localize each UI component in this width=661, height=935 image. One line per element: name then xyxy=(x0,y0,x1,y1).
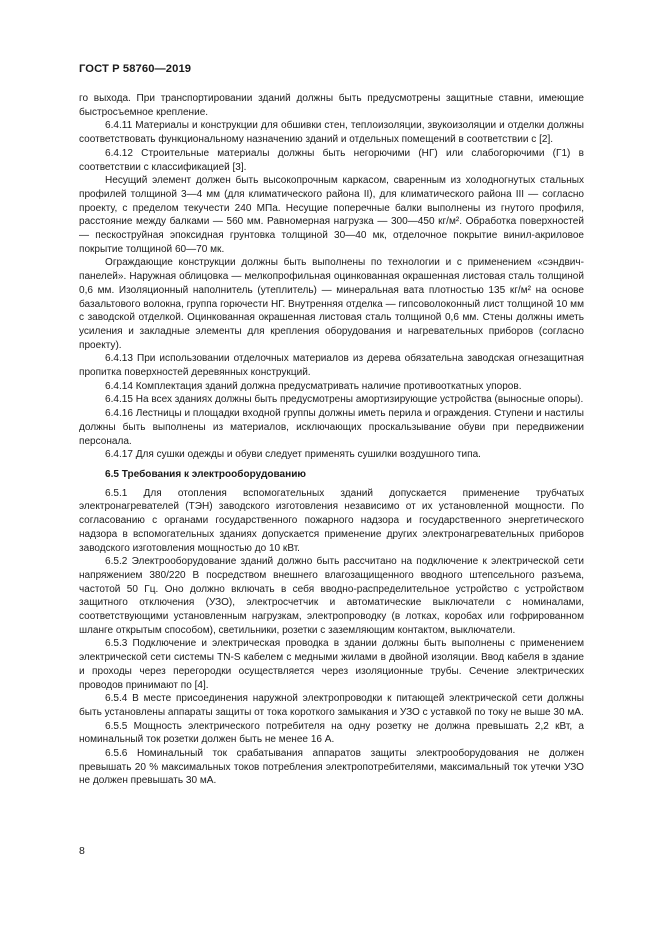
paragraph: го выхода. При транспортировании зданий должны быть предусмотрены защитные ставни, имеющие быстросъемное крепление. xyxy=(79,93,584,118)
paragraph-6-4-11: 6.4.11 Материалы и конструкции для обшивки стен, теплоизоляции, звукоизоляции и отделки должны соответствовать функциональному назначению зданий и отдельных помещений в соответствии с [2]. xyxy=(79,120,584,146)
paragraph-6-5-1: 6.5.1 Для отопления вспомогательных зданий допускается применение трубчатых электронагревателей (ТЭН) заводского изготовления независимо от их установленной мощности. По согласованию с органами государственного пожарного надзора и государственного энергетического надзора в вспомогательных зданиях допускается применение других электронагревательных приборов заводского изготовления мощностью до 10 кВт. xyxy=(79,487,584,554)
paragraph: Ограждающие конструкции должны быть выполнены по технологии и с применением «сэндвич-панелей». Наружная облицовка — мелкопрофильная оцинкованная окрашенная листовая сталь толщиной 0,6 мм. Изоляционный наполнитель (утеплитель) — минеральная вата плотностью 135 кг/м² на основе базальтового волокна, группа горючести НГ. Внутренняя отделка — гипсоволоконный лист толщиной 10 мм с заводской отделкой. Оцинкованная окрашенная листовая сталь толщиной 0,6 мм. Стены должны иметь усиления и закладные элементы для крепления оборудования и нагревательных приборов (согласно проекту). xyxy=(79,257,584,351)
section-heading: 6.5 Требования к электрооборудованию xyxy=(105,468,306,480)
paragraph-6-5-4: 6.5.4 В месте присоединения наружной электропроводки к питающей электрической сети должны быть установлены аппараты защиты от тока короткого замыкания и УЗО с уставкой по току не выше 30 мА. xyxy=(79,693,584,718)
page-number: 8 xyxy=(79,845,85,857)
document-header: ГОСТ Р 58760—2019 xyxy=(79,63,192,75)
document-body xyxy=(79,92,584,788)
paragraph-6-4-14: 6.4.14 Комплектация зданий должна предусматривать наличие противооткатных упоров. xyxy=(105,380,522,392)
paragraph-6-5-6: 6.5.6 Номинальный ток срабатывания аппаратов защиты электрооборудования не должен превышать 20 % максимальных токов потребления электропотребителями, максимальный ток утечки УЗО не должен превышать 30 мА. xyxy=(79,748,584,787)
paragraph-6-5-5: 6.5.5 Мощность электрического потребителя на одну розетку не должна превышать 2,2 кВт, а номинальный ток розетки должен быть не менее 16 А. xyxy=(79,720,584,746)
paragraph-6-4-15: 6.4.15 На всех зданиях должны быть предусмотрены амортизирующие устройства (выносные опоры). xyxy=(105,394,584,406)
paragraph-6-5-3: 6.5.3 Подключение и электрическая проводка в здании должны быть выполнены с применением электрической сети системы TN-S кабелем с медными жилами в двойной изоляции. Ввод кабеля в здание и проходы через перегородки осуществляется через изоляционные трубы. Сечение электрических проводов принимают по [4]. xyxy=(79,638,584,691)
paragraph-6-4-17: 6.4.17 Для сушки одежды и обуви следует применять сушилки воздушного типа. xyxy=(105,449,481,461)
paragraph-6-4-16: 6.4.16 Лестницы и площадки входной группы должны иметь перила и ограждения. Ступени и настилы должны быть выполнены из материалов, исключающих проскальзывание обуви при передвижении персонала. xyxy=(79,408,584,447)
paragraph: Несущий элемент должен быть высокопрочным каркасом, сваренным из холодногнутых стальных профилей толщиной 3—4 мм (для климатического района II), для климатического района III — согласно проекту, с пределом текучести 240 МПа. Несущие поперечные балки выполнены из гнутого профиля, расстояние между балками — 560 мм. Равномерная нагрузка — 300—450 кг/м². Обработка поверхностей — пескоструйная эпоксидная грунтовка толщиной 30—40 мк, отделочное покрытие винил-акриловое покрытие толщиной 60—70 мк. xyxy=(79,175,584,255)
paragraph-6-4-12: 6.4.12 Строительные материалы должны быть негорючими (НГ) или слабогорючими (Г1) в соответствии с классификацией [3]. xyxy=(79,147,584,173)
paragraph-6-5-2: 6.5.2 Электрооборудование зданий должно быть рассчитано на подключение к электрической сети напряжением 380/220 В посредством внешнего влагозащищенного вводного штепсельного разъема, частотой 50 Гц. Оно должно включать в себя вводно-распределительное устройство с устройством защитного отключения (УЗО), электросчетчик и автоматические выключатели с номиналами, соответствующими установленным нагрузкам, электропроводку (в лотках, коробах или гофрированном шланге открытым способом), светильники, розетки с заземляющим контактом, выключатели. xyxy=(79,556,584,636)
paragraph-6-4-13: 6.4.13 При использовании отделочных материалов из дерева обязательна заводская огнезащитная пропитка поверхностей деревянных конструкций. xyxy=(79,353,584,379)
